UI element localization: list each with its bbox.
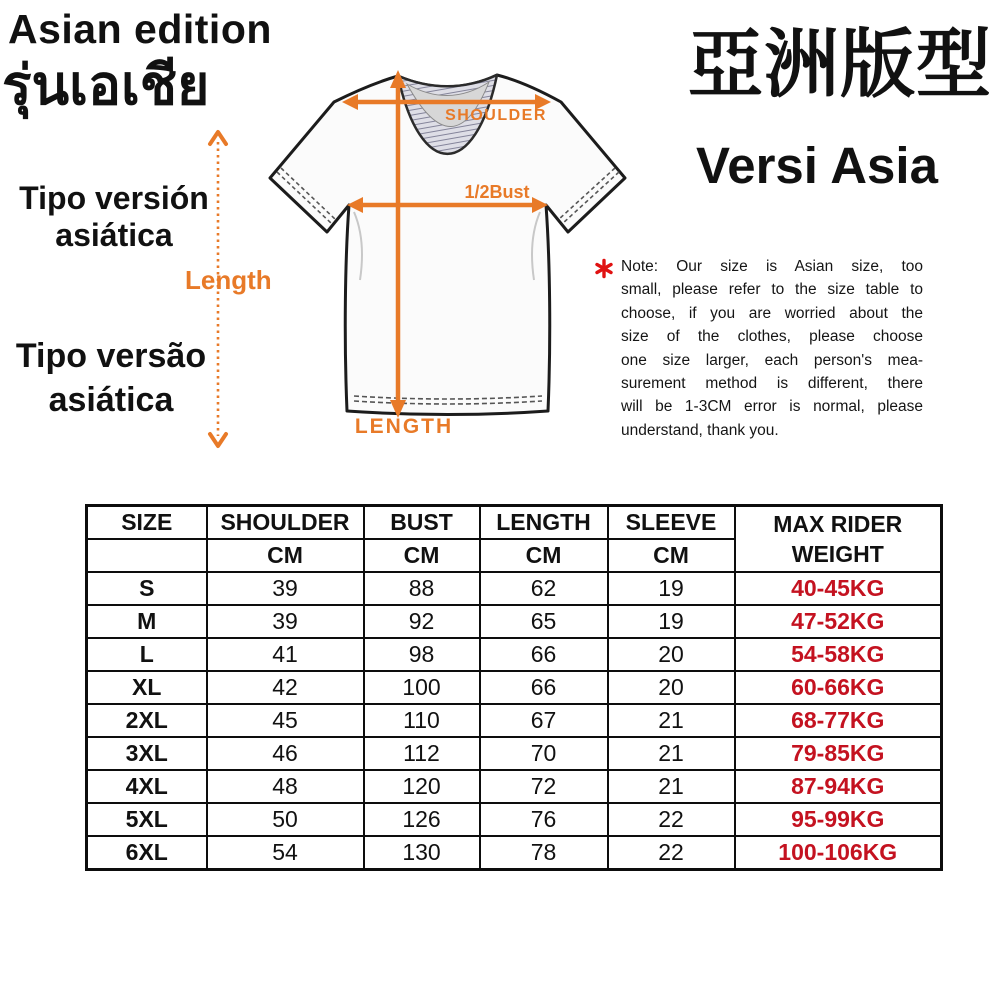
- header-size: SIZE: [87, 506, 207, 540]
- cell-length: 76: [480, 803, 608, 836]
- table-row: [87, 704, 942, 737]
- cell-weight: 79-85KG: [735, 737, 942, 770]
- cell-sleeve: 21: [608, 770, 735, 803]
- header-shoulder: SHOULDER: [207, 506, 364, 540]
- tshirt-diagram: [230, 40, 650, 460]
- unit-sleeve: CM: [608, 539, 735, 572]
- cell-size: XL: [87, 671, 207, 704]
- cell-weight: 87-94KG: [735, 770, 942, 803]
- table-row: [87, 671, 942, 704]
- table-row: [87, 572, 942, 605]
- cell-length: 62: [480, 572, 608, 605]
- cell-sleeve: 20: [608, 671, 735, 704]
- cell-size: 5XL: [87, 803, 207, 836]
- cell-bust: 110: [364, 704, 480, 737]
- size-table-container: [85, 504, 943, 871]
- header-bust: BUST: [364, 506, 480, 540]
- header-sleeve: SLEEVE: [608, 506, 735, 540]
- cell-size: 3XL: [87, 737, 207, 770]
- length-side-label: Length: [185, 265, 272, 295]
- cell-length: 65: [480, 605, 608, 638]
- shoulder-arrow-label: SHOULDER: [445, 107, 547, 124]
- cell-sleeve: 22: [608, 836, 735, 870]
- cell-length: 66: [480, 671, 608, 704]
- note-line: Note: Our size is Asian size, too: [621, 258, 923, 275]
- note-line: small, please refer to the size table to: [621, 281, 923, 299]
- cell-shoulder: 39: [207, 605, 364, 638]
- cell-weight: 54-58KG: [735, 638, 942, 671]
- cell-bust: 120: [364, 770, 480, 803]
- header-max-rider-weight: [735, 506, 942, 573]
- title-portuguese-line2: asiática: [48, 381, 174, 419]
- table-row: [87, 605, 942, 638]
- unit-bust: CM: [364, 539, 480, 572]
- cell-shoulder: 41: [207, 638, 364, 671]
- cell-bust: 100: [364, 671, 480, 704]
- cell-size: S: [87, 572, 207, 605]
- length-arrow-label: LENGTH: [354, 415, 454, 438]
- table-row: [87, 638, 942, 671]
- cell-sleeve: 20: [608, 638, 735, 671]
- title-indonesian: Versi Asia: [696, 137, 938, 194]
- cell-weight: 40-45KG: [735, 572, 942, 605]
- cell-bust: 126: [364, 803, 480, 836]
- cell-length: 70: [480, 737, 608, 770]
- cell-size: 2XL: [87, 704, 207, 737]
- title-chinese: 亞洲版型: [688, 20, 993, 108]
- note-line: surement method is different, there: [621, 375, 923, 393]
- cell-shoulder: 50: [207, 803, 364, 836]
- note-line: will be 1-3CM error is normal, please: [621, 398, 923, 416]
- cell-shoulder: 42: [207, 671, 364, 704]
- cell-sleeve: 22: [608, 803, 735, 836]
- note-line: choose, if you are worried about the: [621, 304, 923, 322]
- unit-shoulder: CM: [207, 539, 364, 572]
- cell-length: 78: [480, 836, 608, 870]
- asterisk-icon: [595, 258, 613, 284]
- title-spanish-line2: asiática: [55, 217, 173, 253]
- header-max-rider-line1: MAX RIDER: [773, 511, 903, 537]
- cell-bust: 92: [364, 605, 480, 638]
- cell-weight: 60-66KG: [735, 671, 942, 704]
- cell-shoulder: 45: [207, 704, 364, 737]
- note-line: understand, thank you.: [621, 421, 779, 439]
- cell-shoulder: 48: [207, 770, 364, 803]
- note-line: one size larger, each person's mea-: [621, 351, 923, 369]
- cell-length: 66: [480, 638, 608, 671]
- cell-length: 72: [480, 770, 608, 803]
- cell-sleeve: 21: [608, 737, 735, 770]
- title-portuguese-line1: Tipo versão: [15, 337, 207, 375]
- title-spanish-line1: Tipo versión: [19, 180, 209, 216]
- title-english: Asian edition: [8, 6, 272, 52]
- cell-weight: 68-77KG: [735, 704, 942, 737]
- cell-weight: 100-106KG: [735, 836, 942, 870]
- cell-size: 4XL: [87, 770, 207, 803]
- cell-size: L: [87, 638, 207, 671]
- cell-size: M: [87, 605, 207, 638]
- size-note: [621, 255, 923, 442]
- cell-weight: 95-99KG: [735, 803, 942, 836]
- cell-sleeve: 21: [608, 704, 735, 737]
- cell-shoulder: 46: [207, 737, 364, 770]
- size-table: [85, 504, 943, 871]
- table-row: [87, 770, 942, 803]
- table-row: [87, 803, 942, 836]
- half-bust-arrow-label: 1/2Bust: [464, 182, 530, 202]
- table-row: [87, 737, 942, 770]
- cell-bust: 98: [364, 638, 480, 671]
- cell-shoulder: 39: [207, 572, 364, 605]
- cell-length: 67: [480, 704, 608, 737]
- cell-weight: 47-52KG: [735, 605, 942, 638]
- size-table-body: [87, 572, 942, 870]
- cell-size: 6XL: [87, 836, 207, 870]
- header-max-rider-line2: WEIGHT: [791, 541, 884, 567]
- cell-bust: 88: [364, 572, 480, 605]
- unit-blank: [87, 539, 207, 572]
- unit-length: CM: [480, 539, 608, 572]
- title-thai: รุ่นเอเชีย: [2, 53, 210, 117]
- table-row: [87, 836, 942, 870]
- cell-sleeve: 19: [608, 605, 735, 638]
- title-portuguese: [0, 334, 222, 422]
- cell-bust: 112: [364, 737, 480, 770]
- note-line: size of the clothes, please choose: [621, 328, 923, 346]
- cell-shoulder: 54: [207, 836, 364, 870]
- cell-bust: 130: [364, 836, 480, 870]
- header-length: LENGTH: [480, 506, 608, 540]
- cell-sleeve: 19: [608, 572, 735, 605]
- table-header-row: [87, 506, 942, 540]
